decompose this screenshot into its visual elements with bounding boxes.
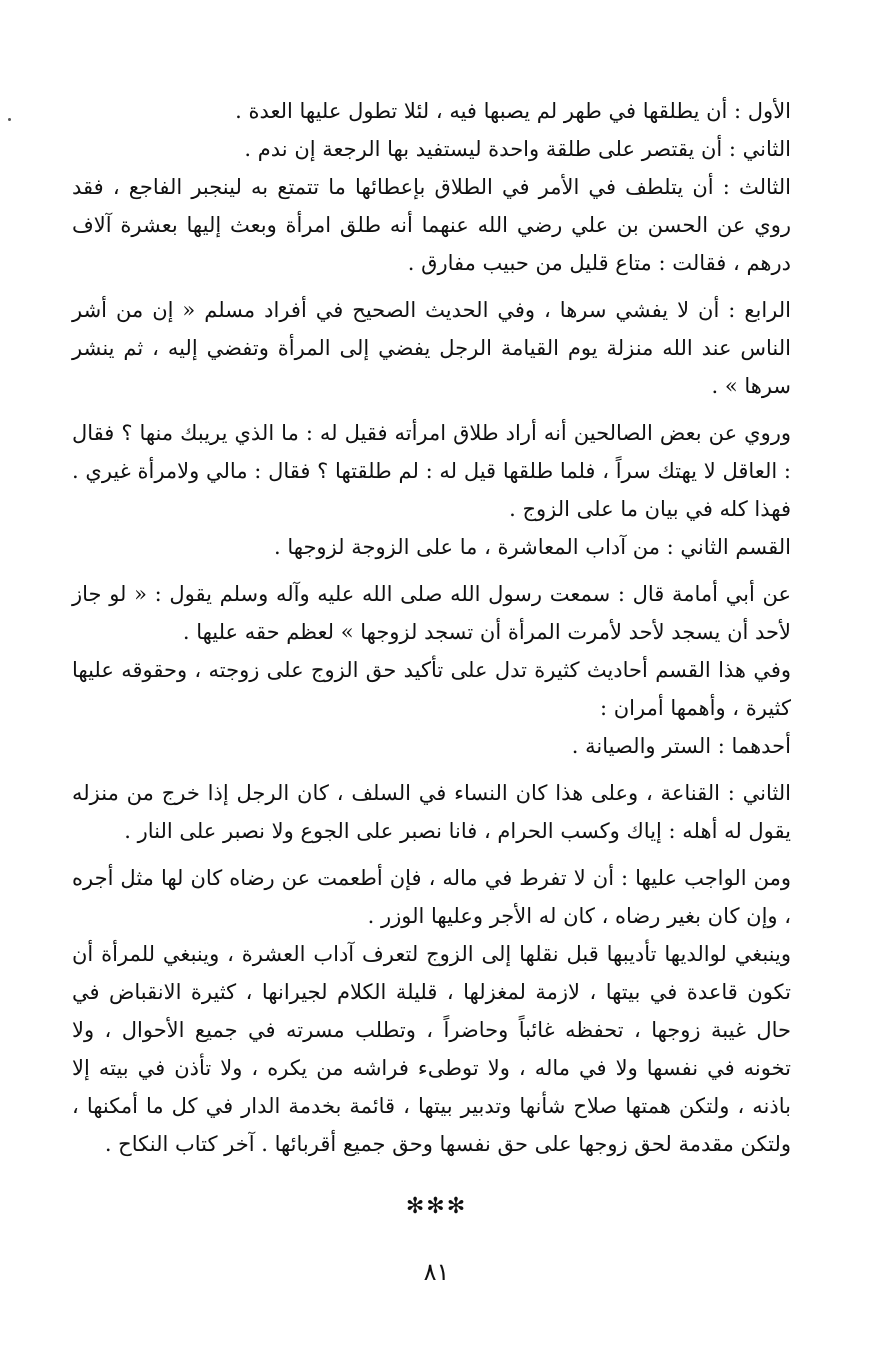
paragraph-wife-duty-money: ومن الواجب عليها : أن لا تفرط في ماله ، فإن أطعمت عن رضاه كان لها مثل أجره ، وإن كان بغير رضاه ، كان له الأجر وعليها الوزر . [72,866,791,928]
paragraph-second-condition: الثاني : أن يقتصر على طلقة واحدة ليستفيد بها الرجعة إن ندم . [244,137,791,161]
paragraph-third-condition: الثالث : أن يتلطف في الأمر في الطلاق بإعطائها ما تتمتع به لينجبر الفاجع ، فقد روي عن الحسن بن علي رضي الله عنهما أنه طلق امرأة وبعث إليها بعشرة آلاف درهم ، فقالت : متاع قليل من حبيب مفارق . [72,175,791,275]
paragraph-righteous-story: وروي عن بعض الصالحين أنه أراد طلاق امرأته فقيل له : ما الذي يريبك منها ؟ فقال : العاقل لا يهتك سراً ، فلما طلقها قيل له : لم طلقتها ؟ فقال : مالي ولامرأة غيري . فهذا كله في بيان ما على الزوج . [72,421,791,521]
page-number: ٨١ [423,1258,450,1286]
paragraph-section-two-heading: القسم الثاني : من آداب المعاشرة ، ما على الزوجة لزوجها . [274,535,791,559]
section-separator: ✻✻✻ [405,1194,468,1219]
paragraph-hadith-abu-umama: عن أبي أمامة قال : سمعت رسول الله صلى الله عليه وآله وسلم يقول : « لو جاز لأحد أن يسجد لأحد لأمرت المرأة أن تسجد لزوجها » لعظم حقه عليها . [72,582,791,644]
paragraph-first-condition: الأول : أن يطلقها في طهر لم يصبها فيه ، لئلا تطول عليها العدة . [235,99,791,123]
paragraph-second-right: الثاني : القناعة ، وعلى هذا كان النساء في السلف ، كان الرجل إذا خرج من منزله يقول له أهله : إياك وكسب الحرام ، فانا نصبر على الجوع ولا نصبر على النار . [72,781,791,843]
body-text [72,92,817,1163]
paragraph-fourth-condition: الرابع : أن لا يفشي سرها ، وفي الحديث الصحيح في أفراد مسلم « إن من أشر الناس عند الله منزلة يوم القيامة الرجل يفضي إلى المرأة وتفضي إليه ، ثم ينشر سرها » . [72,298,791,398]
paragraph-first-right: أحدهما : الستر والصيانة . [571,734,791,758]
paragraph-wife-conduct: وينبغي لوالديها تأديبها قبل نقلها إلى الزوج لتعرف آداب العشرة ، وينبغي للمرأة أن تكون قاعدة في بيتها ، لازمة لمغزلها ، قليلة الكلام لجيرانها ، كثيرة الانقباض في حال غيبة زوجها ، تحفظه غائباً وحاضراً ، وتطلب مسرته في جميع الأحوال ، ولا تخونه في نفسها ولا في ماله ، ولا توطىء فراشه من يكره ، ولا تأذن في بيته إلا باذنه ، ولتكن همتها صلاح شأنها وتدبير بيتها ، قائمة بخدمة الدار في كل ما أمكنها ، ولتكن مقدمة لحق زوجها على حق نفسها وحق جميع أقربائها . آخر كتاب النكاح . [72,942,791,1156]
scan-speck [8,118,11,121]
paragraph-husband-rights: وفي هذا القسم أحاديث كثيرة تدل على تأكيد حق الزوج على زوجته ، وحقوقه عليها كثيرة ، وأهمها أمران : [72,658,791,720]
